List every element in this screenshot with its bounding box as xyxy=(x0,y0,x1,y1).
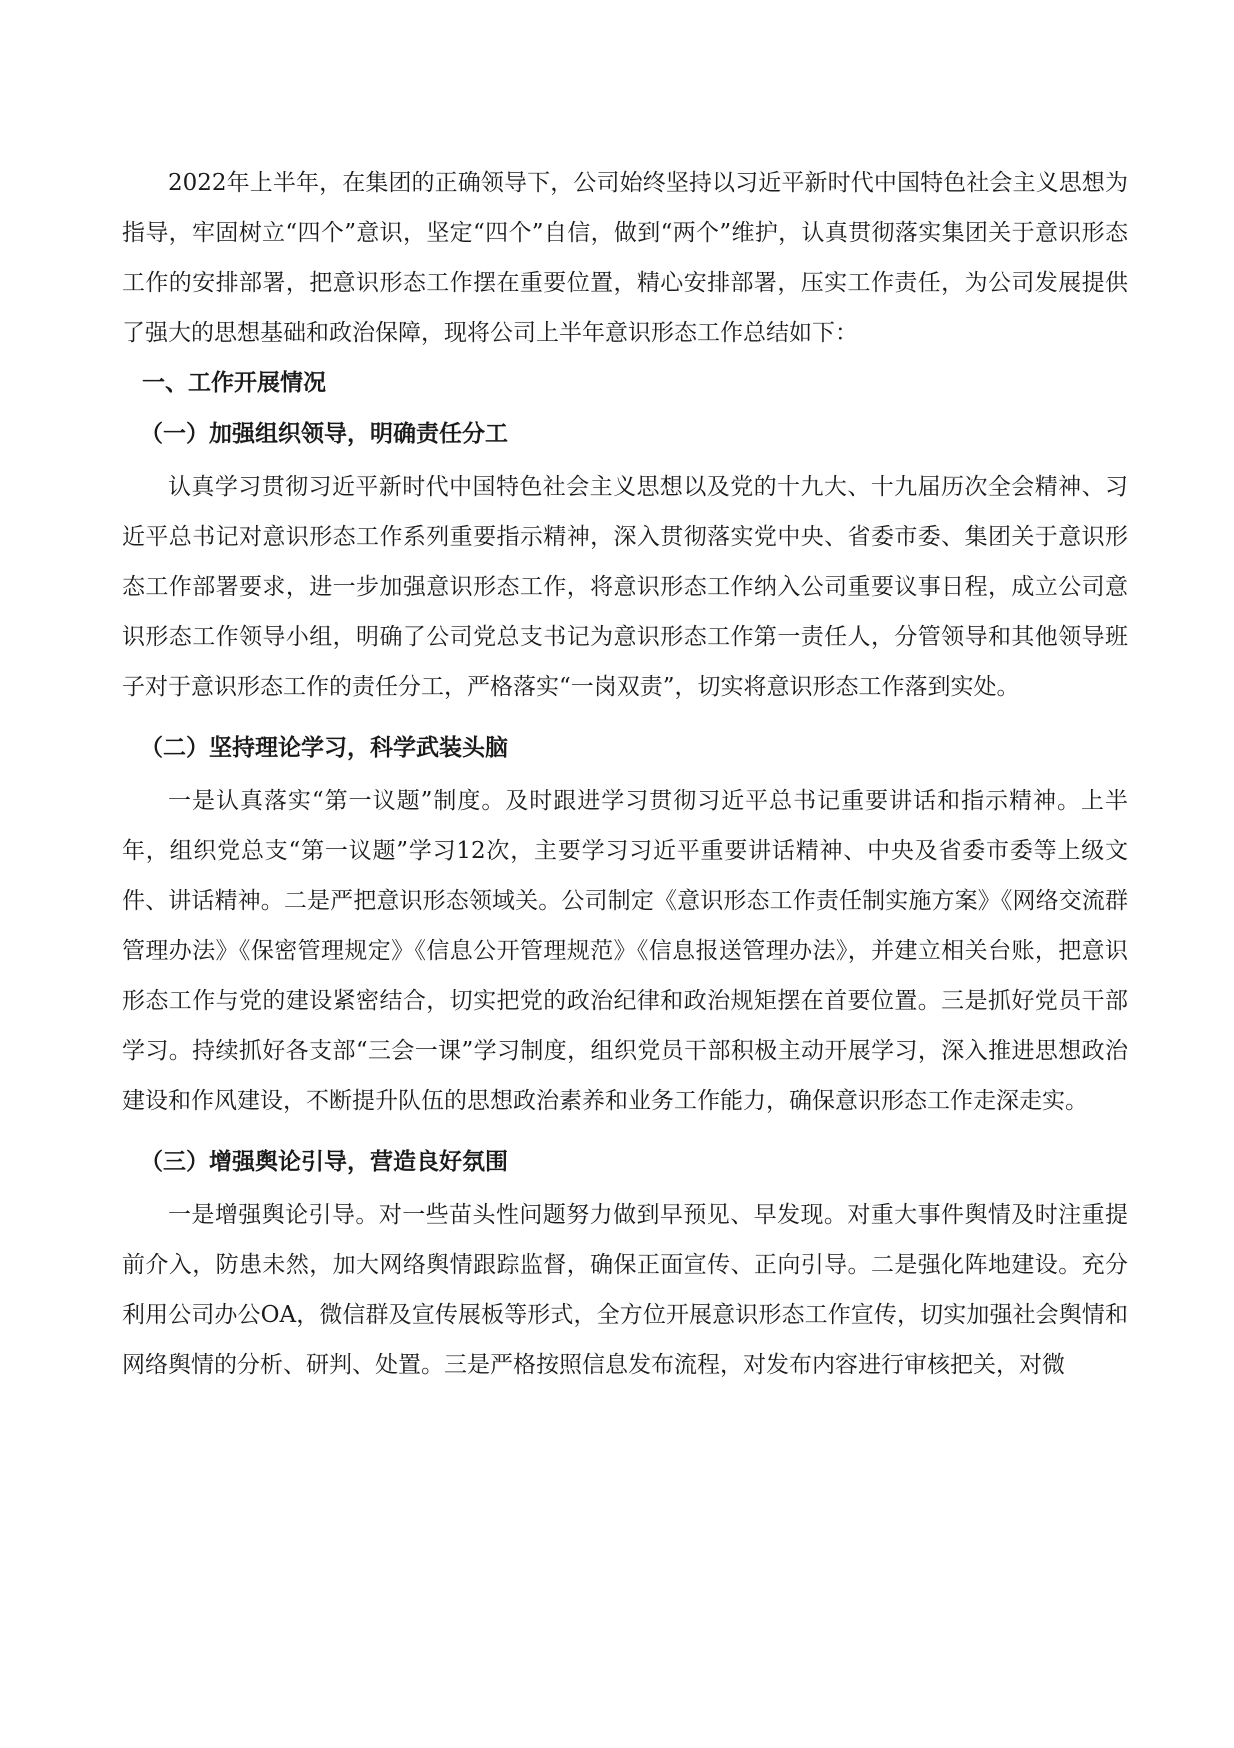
subsection-heading-theory-study: （二）坚持理论学习，科学武装头脑 xyxy=(140,735,508,761)
paragraph-organization: 认真学习贯彻习近平新时代中国特色社会主义思想以及党的十九大、十九届历次全会精神、习近平总书记对意识形态工作系列重要指示精神，深入贯彻落实党中央、省委市委、集团关于意识形态工作部署要求，进一步加强意识形态工作，将意识形态工作纳入公司重要议事日程，成立公司意识形态工作领导小组，明确了公司党总支书记为意识形态工作第一责任人，分管领导和其他领导班子对于意识形态工作的责任分工，严格落实“一岗双责”，切实将意识形态工作落到实处。 xyxy=(122,474,1128,700)
subsection-heading-organization: （一）加强组织领导，明确责任分工 xyxy=(140,421,508,447)
intro-paragraph: 2022年上半年，在集团的正确领导下，公司始终坚持以习近平新时代中国特色社会主义思想为指导，牢固树立“四个”意识，坚定“四个”自信，做到“两个”维护，认真贯彻落实集团关于意识形态工作的安排部署，把意识形态工作摆在重要位置，精心安排部署，压实工作责任，为公司发展提供了强大的思想基础和政治保障，现将公司上半年意识形态工作总结如下： xyxy=(122,170,1128,346)
paragraph-public-opinion: 一是增强舆论引导。对一些苗头性问题努力做到早预见、早发现。对重大事件舆情及时注重提前介入，防患未然，加大网络舆情跟踪监督，确保正面宣传、正向引导。二是强化阵地建设。充分利用公司办公OA，微信群及宣传展板等形式，全方位开展意识形态工作宣传，切实加强社会舆情和网络舆情的分析、研判、处置。三是严格按照信息发布流程，对发布内容进行审核把关，对微 xyxy=(122,1202,1128,1378)
subsection-heading-public-opinion: （三）增强舆论引导，营造良好氛围 xyxy=(140,1149,508,1175)
document-body xyxy=(122,158,1128,1390)
paragraph-theory-study: 一是认真落实“第一议题”制度。及时跟进学习贯彻习近平总书记重要讲话和指示精神。上半年，组织党总支“第一议题”学习12次，主要学习习近平重要讲话精神、中央及省委市委等上级文件、讲话精神。二是严把意识形态领域关。公司制定《意识形态工作责任制实施方案》《网络交流群管理办法》《保密管理规定》《信息公开管理规范》《信息报送管理办法》，并建立相关台账，把意识形态工作与党的建设紧密结合，切实把党的政治纪律和政治规矩摆在首要位置。三是抓好党员干部学习。持续抓好各支部“三会一课”学习制度，组织党员干部积极主动开展学习，深入推进思想政治建设和作风建设，不断提升队伍的思想政治素养和业务工作能力，确保意识形态工作走深走实。 xyxy=(122,788,1128,1114)
section-heading-work-status: 一、工作开展情况 xyxy=(142,370,326,396)
